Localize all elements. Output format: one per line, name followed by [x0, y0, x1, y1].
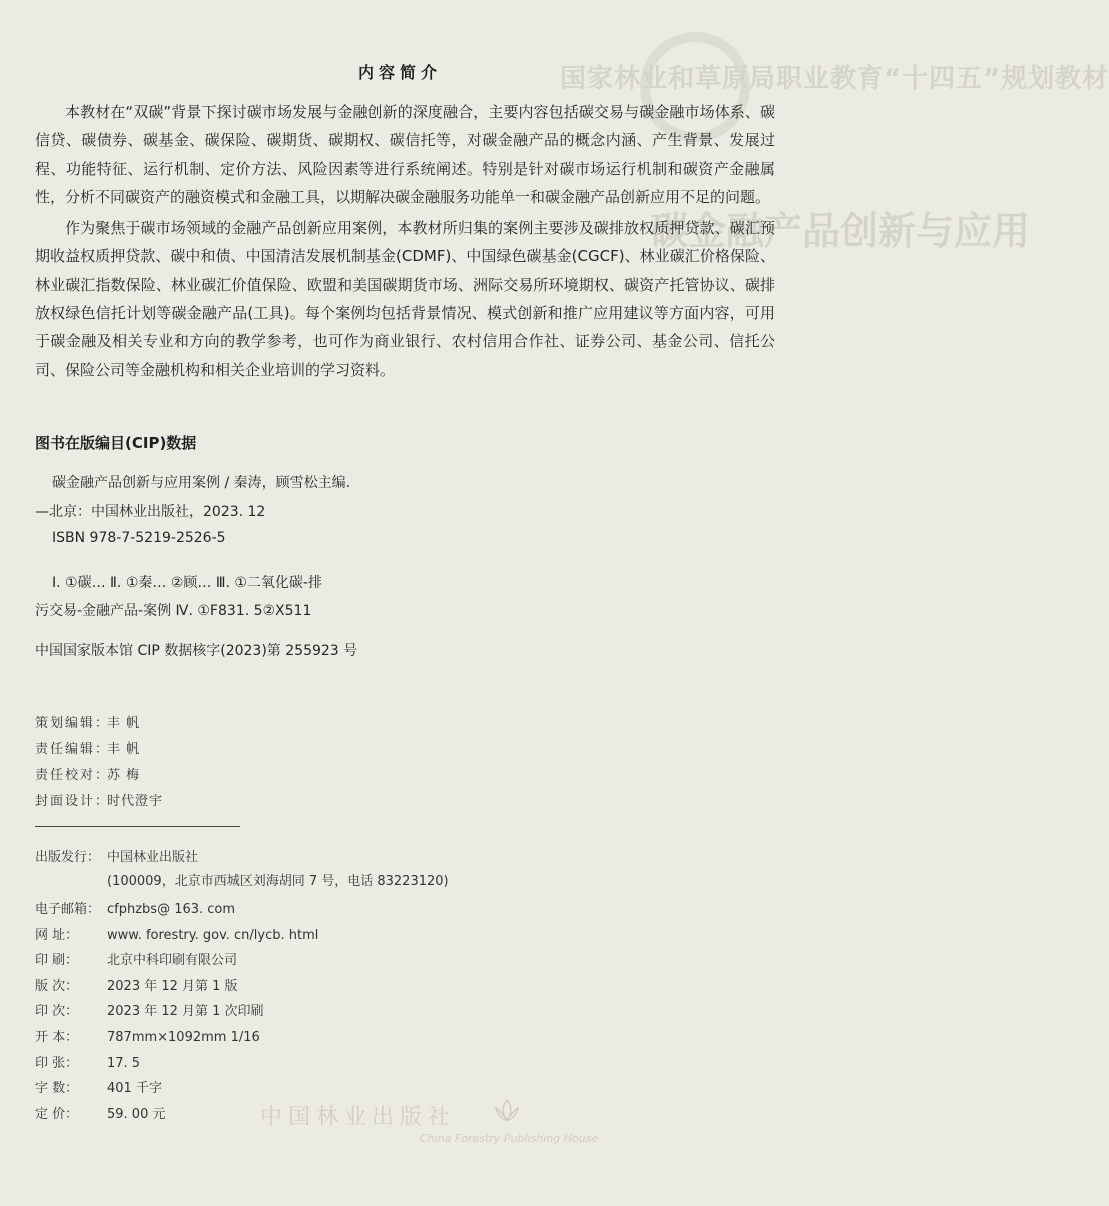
pub-row [35, 924, 318, 943]
pub-value: 401 千字 [107, 1081, 162, 1096]
pub-row [35, 846, 198, 865]
watermark-series-text: 国家林业和草原局职业教育“十四五”规划教材 [560, 64, 1109, 94]
lotus-icon [492, 1096, 522, 1126]
publisher-logo-chinese: 中国林业出版社 [260, 1105, 457, 1130]
cip-publisher-line: —北京：中国林业出版社，2023. 12 [35, 504, 266, 520]
credit-row [35, 790, 163, 809]
pub-label: 网 址： [35, 928, 79, 943]
pub-value: 2023 年 12 月第 1 版 [107, 979, 238, 994]
pub-label: 印 张： [35, 1056, 79, 1071]
cip-record-number: 中国国家版本馆 CIP 数据核字(2023)第 255923 号 [35, 643, 358, 659]
pub-row [35, 949, 237, 968]
pub-value: 59. 00 元 [107, 1107, 166, 1122]
pub-row [35, 898, 235, 917]
pub-row [35, 1026, 260, 1045]
pub-label: 版 次： [35, 979, 79, 994]
credit-value: 丰 帆 [107, 716, 141, 731]
credit-row [35, 764, 140, 783]
cip-classification-line-2: 污交易-金融产品-案例 Ⅳ. ①F831. 5②X511 [35, 603, 312, 619]
intro-paragraph: 作为聚焦于碳市场领域的金融产品创新应用案例，本教材所归集的案例主要涉及碳排放权质押贷款、碳汇预期收益权质押贷款、碳中和债、中国清洁发展机制基金(CDMF)、中国绿色碳基金(CGCF)、林业碳汇价格保险、林业碳汇指数保险、林业碳汇价值保险、欧盟和美国碳期货市场、洲际交易所环境期权、碳资产托管协议、碳排放权绿色信托计划等碳金融产品(工具)。每个案例均包括背景情况、模式创新和推广应用建议等方面内容，可用于碳金融及相关专业和方向的教学参考，也可作为商业银行、农村信用合作社、证券公司、基金公司、信托公司、保险公司等金融机构和相关企业培训的学习资料。 [35, 219, 775, 379]
intro-title: 内容简介 [357, 63, 442, 82]
intro-paragraph: 本教材在“双碳”背景下探讨碳市场发展与金融创新的深度融合，主要内容包括碳交易与碳金融市场体系、碳信贷、碳债券、碳基金、碳保险、碳期货、碳期权、碳信托等，对碳金融产品的概念内涵、产生背景、发展过程、功能特征、运行机制、定价方法、风险因素等进行系统阐述。特别是针对碳市场运行机制和碳资产金融属性，分析不同碳资产的融资模式和金融工具，以期解决碳金融服务功能单一和碳金融产品创新应用不足的问题。 [35, 103, 775, 206]
pub-label: 印 刷： [35, 953, 79, 968]
credit-value: 时代澄宇 [107, 794, 164, 809]
pub-row [35, 1052, 140, 1071]
credit-label: 责任校对： [35, 768, 111, 783]
credit-row [35, 712, 140, 731]
pub-label: 开 本： [35, 1030, 79, 1045]
pub-row [35, 1077, 162, 1096]
credit-label: 封面设计： [35, 794, 111, 809]
intro-body [35, 98, 775, 384]
credit-value: 苏 梅 [107, 768, 141, 783]
pub-value: 787mm×1092mm 1/16 [107, 1030, 260, 1045]
pub-row [35, 975, 238, 994]
credit-label: 策划编辑： [35, 716, 111, 731]
pub-row [35, 870, 449, 889]
watermark-title-text: 碳金融产品创新与应用 [650, 209, 1031, 253]
divider-rule [35, 826, 240, 827]
pub-label: 字 数： [35, 1081, 79, 1096]
pub-label: 出版发行： [35, 850, 101, 865]
publisher-logo-english: China Forestry Publishing House [420, 1132, 599, 1145]
pub-label: 电子邮箱： [35, 902, 101, 917]
pub-value: 2023 年 12 月第 1 次印刷 [107, 1004, 264, 1019]
pub-value: (100009，北京市西城区刘海胡同 7 号，电话 83223120) [107, 874, 449, 889]
pub-row [35, 1000, 264, 1019]
pub-label: 印 次： [35, 1004, 79, 1019]
credit-value: 丰 帆 [107, 742, 141, 757]
pub-value: 北京中科印刷有限公司 [107, 953, 238, 968]
cip-classification-line-1: Ⅰ. ①碳… Ⅱ. ①秦… ②顾… Ⅲ. ①二氧化碳-排 [52, 575, 322, 591]
credit-label: 责任编辑： [35, 742, 111, 757]
pub-value: www. forestry. gov. cn/lycb. html [107, 928, 319, 943]
pub-value: 17. 5 [107, 1056, 141, 1071]
pub-label: 定 价： [35, 1107, 79, 1122]
credit-row [35, 738, 140, 757]
cip-heading: 图书在版编目(CIP)数据 [35, 434, 197, 452]
pub-value: 中国林业出版社 [107, 850, 199, 865]
cip-title-line: 碳金融产品创新与应用案例 / 秦涛，顾雪松主编. [52, 475, 351, 491]
pub-value: cfphzbs@ 163. com [107, 902, 236, 917]
publisher-logo [260, 1098, 780, 1158]
cip-isbn: ISBN 978-7-5219-2526-5 [52, 530, 226, 546]
pub-row [35, 1103, 165, 1122]
